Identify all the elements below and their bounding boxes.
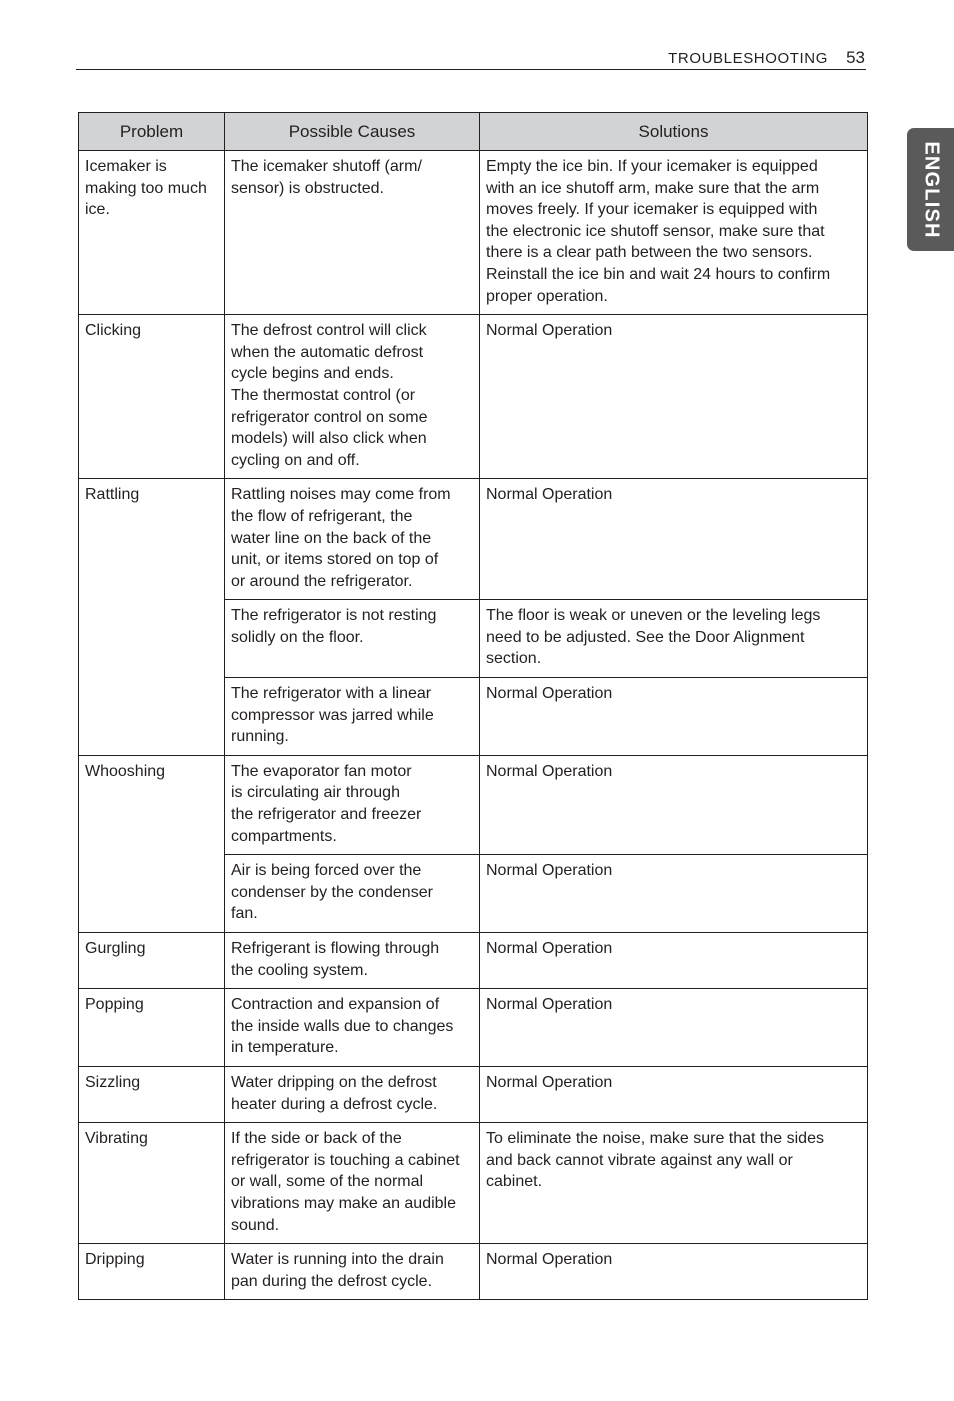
solution-cell: Normal Operation xyxy=(480,855,868,933)
solution-cell: To eliminate the noise, make sure that the sides and back cannot vibrate against any wall or cabinet. xyxy=(480,1123,868,1244)
cause-cell: The refrigerator is not resting solidly on the floor. xyxy=(225,600,480,678)
cause-cell: Contraction and expansion of the inside walls due to changes in temperature. xyxy=(225,989,480,1067)
solution-cell: Normal Operation xyxy=(480,1244,868,1300)
cause-cell: The icemaker shutoff (arm/ sensor) is obstructed. xyxy=(225,151,480,315)
problem-cell: Sizzling xyxy=(79,1066,225,1122)
table-row xyxy=(79,1244,868,1300)
cause-cell: Water is running into the drain pan during the defrost cycle. xyxy=(225,1244,480,1300)
table-row xyxy=(79,989,868,1067)
solution-cell: Normal Operation xyxy=(480,315,868,479)
cause-cell: The defrost control will click when the automatic defrost cycle begins and ends. The thermostat control (or refrigerator control on some models) will also click when cycling on and off. xyxy=(225,315,480,479)
table-row xyxy=(79,1066,868,1122)
solution-cell: Normal Operation xyxy=(480,755,868,854)
solution-cell: Empty the ice bin. If your icemaker is equipped with an ice shutoff arm, make sure that the arm moves freely. If your icemaker is equipped with the electronic ice shutoff sensor, make sure that there is a clear path between the two sensors. Reinstall the ice bin and wait 24 hours to confirm proper operation. xyxy=(480,151,868,315)
solution-cell: Normal Operation xyxy=(480,989,868,1067)
cause-cell: The refrigerator with a linear compressor was jarred while running. xyxy=(225,678,480,756)
column-header-problem: Problem xyxy=(79,113,225,151)
problem-cell: Whooshing xyxy=(79,755,225,932)
cause-cell: Water dripping on the defrost heater during a defrost cycle. xyxy=(225,1066,480,1122)
problem-cell: Dripping xyxy=(79,1244,225,1300)
problem-cell: Rattling xyxy=(79,479,225,756)
table-row xyxy=(79,479,868,600)
solution-cell: Normal Operation xyxy=(480,678,868,756)
problem-cell: Gurgling xyxy=(79,933,225,989)
cause-cell: If the side or back of the refrigerator is touching a cabinet or wall, some of the normal vibrations may make an audible sound. xyxy=(225,1123,480,1244)
solution-cell: Normal Operation xyxy=(480,933,868,989)
cause-cell: Refrigerant is flowing through the cooling system. xyxy=(225,933,480,989)
page-header xyxy=(76,48,866,70)
table-row xyxy=(79,1123,868,1244)
column-header-causes: Possible Causes xyxy=(225,113,480,151)
column-header-solutions: Solutions xyxy=(480,113,868,151)
section-title: TROUBLESHOOTING xyxy=(668,50,828,67)
table-row xyxy=(79,151,868,315)
table-body xyxy=(79,151,868,1300)
solution-cell: Normal Operation xyxy=(480,1066,868,1122)
cause-cell: Air is being forced over the condenser by the condenser fan. xyxy=(225,855,480,933)
table-row xyxy=(79,315,868,479)
table-row xyxy=(79,755,868,854)
cause-cell: The evaporator fan motor is circulating air through the refrigerator and freezer compartments. xyxy=(225,755,480,854)
problem-cell: Vibrating xyxy=(79,1123,225,1244)
problem-cell: Icemaker is making too much ice. xyxy=(79,151,225,315)
cause-cell: Rattling noises may come from the flow of refrigerant, the water line on the back of the unit, or items stored on top of or around the refrigerator. xyxy=(225,479,480,600)
table-row xyxy=(79,933,868,989)
language-tab xyxy=(907,128,954,251)
table-header-row xyxy=(79,113,868,151)
solution-cell: Normal Operation xyxy=(480,479,868,600)
problem-cell: Popping xyxy=(79,989,225,1067)
problem-cell: Clicking xyxy=(79,315,225,479)
language-tab-label: ENGLISH xyxy=(920,140,942,239)
troubleshooting-table xyxy=(78,112,868,1300)
solution-cell: The floor is weak or uneven or the leveling legs need to be adjusted. See the Door Alignment section. xyxy=(480,600,868,678)
page-number: 53 xyxy=(846,48,865,67)
